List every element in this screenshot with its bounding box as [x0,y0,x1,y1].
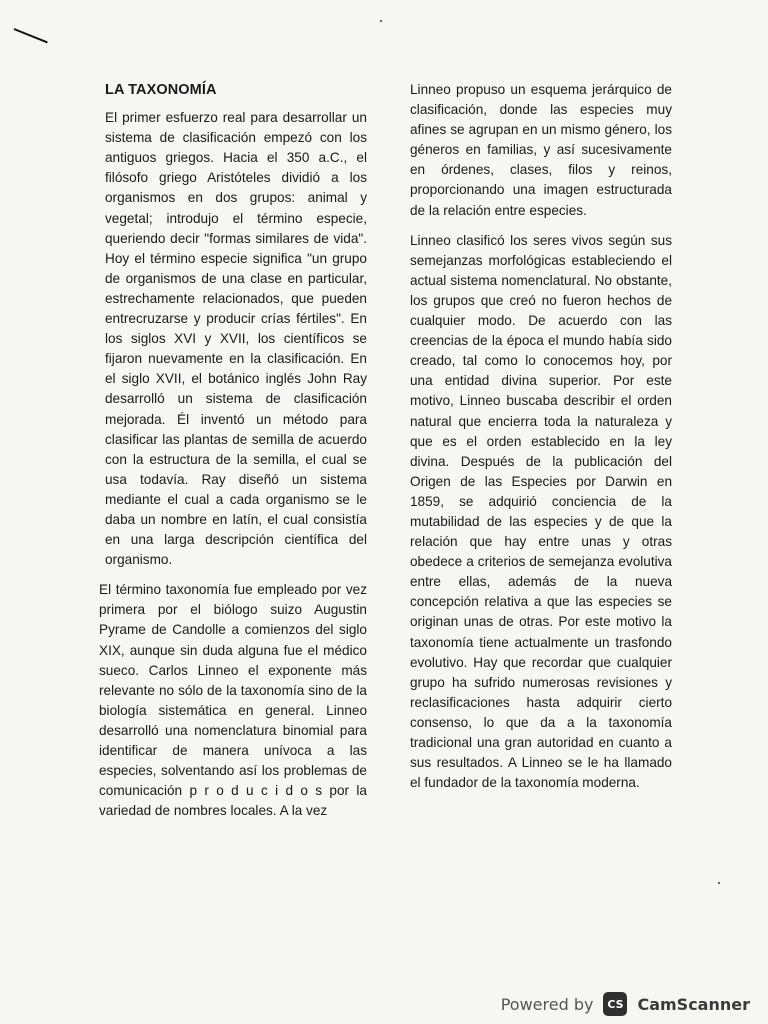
paragraph: Linneo clasificó los seres vivos según sus semejanzas morfológicas estableciendo el actual sistema nomenclatural. No obstante, los grupos que creó no fueron hechos de cualquier modo. De acuerdo con las creencias de la época el mundo había sido creado, tal como lo conocemos hoy, por una entidad divina superior. Por este motivo, Linneo buscaba describir el orden natural que encierra toda la naturaleza y que es el orden establecido en la ley divina. Después de la publicación del Origen de las Especies por Darwin en 1859, se adquirió conciencia de la mutabilidad de las especies y de que la relación que hay entre unas y otras obedece a criterios de semejanza evolutiva entre ellas, además de la nueva concepción relativa a que las especies se originan unas de otras. Por este motivo la taxonomía tiene actualmente un trasfondo evolutivo. Hay que recordar que cualquier grupo ha sufrido numerosas revisiones y reclasificaciones hasta adquirir cierto consenso, lo que da a la taxonomía tradicional una gran autoridad en cuanto a sus resultados. A Linneo se le ha llamado el fundador de la taxonomía moderna. [410,232,672,791]
camscanner-watermark [501,992,750,1016]
document-title: LA TAXONOMÍA [105,82,217,98]
paragraph: El término taxonomía fue empleado por vez primera por el biólogo suizo Augustin Pyrame de Candolle a comienzos del siglo XIX, aunque sin duda alguna fue el médico sueco. Carlos Linneo el exponente más relevante no sólo de la taxonomía sino de la biología sistemática en general. Linneo desarrolló una nomenclatura binomial para identificar de manera unívoca a las especies, solventando así los problemas de comunicación p r o d u c i d o s por la variedad de nombres locales. A la vez [99,582,367,819]
paragraph: El primer esfuerzo real para desarrollar un sistema de clasificación empezó con los antiguos griegos. Hacia el 350 a.C., el filósofo griego Aristóteles dividió a los organismos en dos grupos: animal y vegetal; introdujo el término especie, queriendo decir "formas similares de vida". Hoy el término especie significa "un grupo de organismos de una clase en particular, estrechamente relacionados, que pueden entrecruzarse y producir crías fértiles". En los siglos XVI y XVII, los científicos se fijaron nuevamente en la clasificación. En el siglo XVII, el botánico inglés John Ray desarrolló un sistema de clasificación mejorada. Él inventó un método para clasificar las plantas de semilla de acuerdo con la estructura de la semilla, el cual se usa todavía. Ray diseñó un sistema mediante el cual a cada organismo se le daba un nombre en latín, el cual consistía en una larga descripción científica del organismo. [105,110,367,568]
speck-mark [380,20,382,22]
right-column [410,80,672,803]
speck-mark [718,882,720,884]
powered-by-label: Powered by [500,994,594,1014]
camscanner-logo-icon: CS [603,992,627,1016]
camscanner-brand: CamScanner [637,994,750,1014]
pen-stroke-mark [14,28,48,43]
paragraph: Linneo propuso un esquema jerárquico de clasificación, donde las especies muy afines se agrupan en un mismo género, los géneros en familias, y así sucesivamente en órdenes, clases, filos y reinos, proporcionando una imagen estructurada de la relación entre especies. [410,82,672,218]
left-column [99,80,367,831]
